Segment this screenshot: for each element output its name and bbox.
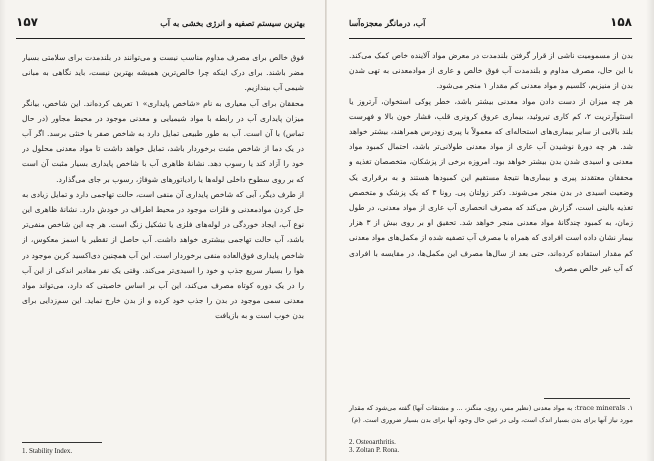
paragraph: هر چه میزان از دست دادن مواد معدنی بیشتر باشد، خطر پوکی استخوان، آرتروز یا استئوآرتریت ۲، کم کاری تیروئید، بیماری عروق کرونری قلب، فشار خون بالا و فهرست بلند بالایی از سایر بیماری‌های استحاله‌ای که معمولاً با پیری زودرس همراهند، بیشتر خواهد شد. هر چه دورهٔ نوشیدن آب عاری از مواد معدنی طولانی‌تر باشد، احتمال کمبود مواد معدنی و اسیدی شدن بدن بیشتر خواهد بود. امروزه برخی از پزشکان، متخصصان تغذیه و محققان معتقدند پیری و بیماری‌ها نتیجهٔ مستقیم این کمبودها هستند و به برقراری یک وضعیت اسیدی در بدن منجر می‌شوند. دکتر زولتان پی. رونا ۳ که یک پزشک و متخصص تغذیه بالینی است، گزارش می‌کند که مصرف انحصاری آب عاری از مواد معدنی، در طول زمان، به کمبود چندگانهٔ مواد معدنی منجر خواهد شد. تحقیق او بر روی بیش از ۳ هزار بیمار نشان داده است افرادی که همراه با مصرف آب تصفیه شده از مکمل‌های مواد معدنی کم مقدار استفاده کرده‌اند، حتی بعد از سال‌ها مصرف این مکمل‌ها، در مقایسه با افرادی که آب غیر خالص مصرف xyxy=(349,96,633,273)
footnote: 1. Stability Index. xyxy=(22,447,73,455)
page-edge-shadow xyxy=(646,0,654,461)
left-page-body xyxy=(22,50,304,440)
left-page xyxy=(0,0,325,461)
left-page-header xyxy=(16,16,305,34)
paragraph: فوق خالص برای مصرف مداوم مناسب نیست و می‌توانند در بلندمدت برای سلامتی بسیار مضر باشند. برای درک اینکه چرا خالص‌ترین همیشه بهترین نیست، باید نگاهی به مبانی شیمی آب بیندازیم. xyxy=(22,53,304,93)
header-rule xyxy=(16,38,305,39)
footnote-persian: ۱. trace minerals: به مواد معدنی (نظیر مس، روی، منگنز، ... و مشتقات آنها) گفته می‌شود که مقدار مورد نیاز آنها برای بدن بسیار اندک است، ولی در عین حال وجود آنها برای بدن بسیار ضروری است. (م) xyxy=(349,404,633,424)
paragraph: از طرف دیگر، آبی که شاخص پایداری آن منفی است، حالت تهاجمی دارد و تمایل زیادی به حل کردن موادمعدنی و فلزات موجود در محیط اطراف در خودش دارد. نشانهٔ ظاهری این نوع آب، ایجاد خوردگی در لوله‌های فلزی یا تشکیل زنگ است. هر چه این شاخص منفی‌تر باشد، آب حالت تهاجمی بیشتری خواهد داشت. آب حاصل از تقطیر یا اسمز معکوس، از شاخص پایداری فوق‌العاده منفی برخوردار است. این آب همچنین دی‌اکسید کربن موجود در هوا را بسیار سریع جذب و خود را اسیدی‌تر می‌کند. وقتی یک نفر مقادیر اندکی از این آب را در یک دوره کوتاه مصرف می‌کند، این آب بر اساس خاصیتی که دارد، می‌تواند مواد معدنی سمی موجود در بدن را جذب خود کرده و از بدن خارج نماید. این سم‌زدایی برای بدن خوب است و به بازیافت xyxy=(22,189,304,321)
footnote: 2. Osteoarthritis. xyxy=(349,438,396,446)
footnote-list xyxy=(349,438,399,454)
footnote-rule xyxy=(22,442,102,443)
right-page-header xyxy=(349,16,632,34)
footnote: 3. Zoltan P. Rona. xyxy=(349,446,400,454)
page-number: ۱۵۷ xyxy=(16,15,38,29)
paragraph: محققان برای آب معیاری به نام «شاخص پایداری» ۱ تعریف کرده‌اند. این شاخص، بیانگر میزان پایداری آب در رابطه با مواد شیمیایی و معدنی موجود در محیط مجاور (در حال تماس) با آن است. آب به طور طبیعی تمایل دارد به شاخص صفر یا خنثی برسد. اگر آب در یک دما از شاخص مثبت برخوردار باشد، تمایل خواهد داشت تا مواد معدنی محلول در خود را آزاد کند یا رسوب دهد. نشانهٔ ظاهری آب با شاخص پایداری بسیار مثبت آن است که بر روی سطوح داخلی لوله‌ها یا رادیاتورهای شوفاژ، رسوب بر جای می‌گذارد. xyxy=(22,98,304,184)
footnote-rule xyxy=(544,398,630,399)
right-page-body xyxy=(349,48,633,352)
page-edge-shadow xyxy=(0,0,6,461)
right-page xyxy=(327,0,654,461)
running-title: آب، درمانگر معجزه‌آسا xyxy=(349,18,426,28)
header-rule xyxy=(349,38,632,39)
running-title: بهترین سیستم تصفیه و انرژی بخشی به آب xyxy=(160,18,305,28)
paragraph: بدن از مسمومیت ناشی از قرار گرفتن بلندمدت در معرض مواد آلاینده خاص کمک می‌کند. با این حال، مصرف مداوم و بلندمدت آب فوق خالص و عاری از موادمعدنی به تهی شدن بدن از منیزیم، کلسیم و مواد معدنی کم مقدار ۱ منجر می‌شود. xyxy=(349,51,633,91)
page-number: ۱۵۸ xyxy=(610,15,632,29)
